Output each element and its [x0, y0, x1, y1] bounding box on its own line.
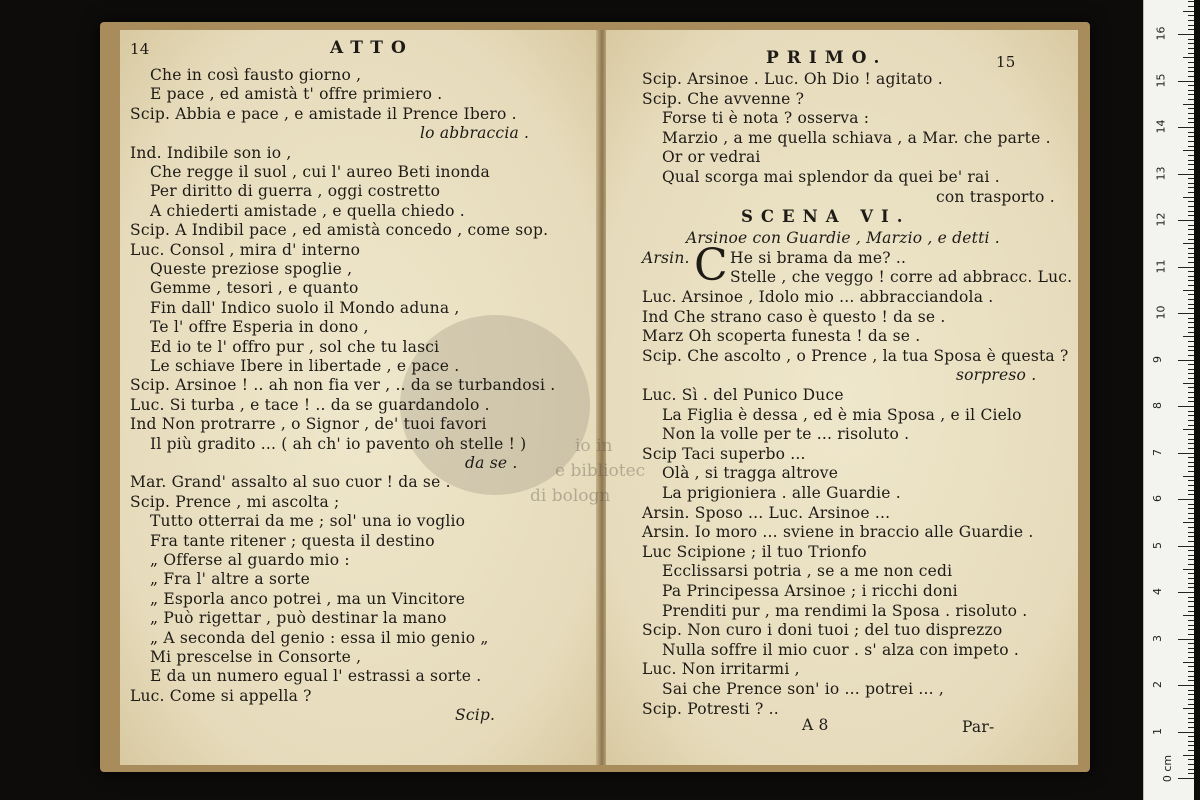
- ruler-tick: [1183, 150, 1194, 151]
- ruler-number: 1: [1151, 727, 1164, 735]
- page-number: 14: [130, 40, 150, 58]
- ruler-tick: [1188, 699, 1194, 700]
- ruler-tick: [1188, 62, 1194, 63]
- ruler-tick: [1188, 666, 1194, 667]
- text-line: Sai che Prence son' io ... potrei ... ,: [662, 680, 945, 698]
- ruler-tick: [1188, 132, 1194, 133]
- ruler-tick: [1188, 634, 1194, 635]
- ruler-tick: [1188, 578, 1194, 579]
- ruler-tick: [1183, 429, 1194, 430]
- text-line: Scip. A Indibil pace , ed amistà concedo , come sop.: [130, 221, 549, 240]
- ruler-tick: [1178, 639, 1194, 640]
- ruler-tick: [1188, 378, 1194, 379]
- ruler-tick: [1188, 160, 1194, 161]
- ruler-tick: [1188, 90, 1194, 91]
- ruler-tick: [1178, 127, 1194, 128]
- ruler-tick: [1188, 262, 1194, 263]
- ruler-tick: [1188, 122, 1194, 123]
- text-line: Ind. Indibile son io ,: [130, 143, 292, 162]
- ruler-tick: [1188, 76, 1194, 77]
- ruler-tick: [1188, 541, 1194, 542]
- ruler-tick: [1188, 439, 1194, 440]
- ruler-tick: [1188, 480, 1194, 481]
- ruler-tick: [1183, 243, 1194, 244]
- text-line: Non la volle per te ... risoluto .: [662, 425, 910, 444]
- ruler-tick: [1188, 225, 1194, 226]
- ruler-tick: [1188, 518, 1194, 519]
- ruler-tick: [1188, 276, 1194, 277]
- ruler-tick: [1188, 285, 1194, 286]
- page-number: 15: [996, 53, 1016, 71]
- text-line: A chiederti amistade , e quella chiedo .: [150, 201, 465, 220]
- ruler-tick: [1188, 601, 1194, 602]
- ruler-tick: [1188, 397, 1194, 398]
- text-line: He si brama da me? ..: [730, 249, 907, 267]
- ruler-tick: [1188, 25, 1194, 26]
- text-line: Marzio , a me quella schiava , a Mar. che parte .: [662, 128, 1051, 147]
- text-line: Or or vedrai: [662, 148, 761, 167]
- scene-cast: Arsinoe con Guardie , Marzio , e detti .: [686, 229, 1000, 247]
- ruler-tick: [1188, 192, 1194, 193]
- ruler-tick: [1188, 211, 1194, 212]
- ruler-tick: [1183, 476, 1194, 477]
- ruler-number: 3: [1151, 634, 1164, 642]
- ruler-tick: [1188, 462, 1194, 463]
- ruler-tick: [1188, 532, 1194, 533]
- ruler-tick: [1188, 155, 1194, 156]
- ruler-tick: [1188, 713, 1194, 714]
- ruler-tick: [1188, 420, 1194, 421]
- ruler-tick: [1188, 434, 1194, 435]
- text-line: Luc. Arsinoe , Idolo mio ... abbracciandola .: [642, 288, 994, 306]
- ruler-tick: [1188, 401, 1194, 402]
- text-line: La Figlia è dessa , ed è mia Sposa , e il Cielo: [662, 405, 1022, 424]
- ruler-tick: [1188, 118, 1194, 119]
- ruler-tick: [1188, 536, 1194, 537]
- ruler-tick: [1188, 466, 1194, 467]
- ruler-tick: [1188, 718, 1194, 719]
- ruler-tick: [1188, 457, 1194, 458]
- ruler-tick: [1188, 346, 1194, 347]
- ruler-tick: [1188, 141, 1194, 142]
- ruler-tick: [1188, 629, 1194, 630]
- ruler-tick: [1188, 146, 1194, 147]
- ruler-tick: [1188, 643, 1194, 644]
- ruler-tick: [1188, 43, 1194, 44]
- left-page: [120, 30, 599, 765]
- ruler-tick: [1183, 104, 1194, 105]
- text-line: Luc. Come si appella ?: [130, 686, 312, 705]
- ruler-tick: [1178, 360, 1194, 361]
- ruler-tick: [1178, 174, 1194, 175]
- ruler-number: 16: [1154, 26, 1168, 41]
- ruler-number: 12: [1154, 212, 1168, 227]
- ruler-tick: [1178, 267, 1194, 268]
- text-line: Scip. Prence , mi ascolta ;: [130, 492, 340, 511]
- ruler-tick: [1188, 680, 1194, 681]
- text-line: Pa Principessa Arsinoe ; i ricchi doni: [662, 582, 958, 600]
- ruler-tick: [1188, 369, 1194, 370]
- ruler-tick: [1188, 722, 1194, 723]
- text-line: „ Può rigettar , può destinar la mano: [150, 609, 447, 628]
- ruler-tick: [1183, 615, 1194, 616]
- scene-title: SCENA VI.: [741, 207, 911, 226]
- text-line: Luc. Sì . del Punico Duce: [642, 386, 844, 404]
- text-line: Queste preziose spoglie ,: [150, 260, 353, 278]
- ruler-tick: [1188, 490, 1194, 491]
- text-line: Ind Non protrarre , o Signor , de' tuoi favori: [130, 415, 487, 434]
- ruler-tick: [1188, 485, 1194, 486]
- ruler-tick: [1188, 350, 1194, 351]
- ruler-tick: [1188, 248, 1194, 249]
- ruler-tick: [1188, 690, 1194, 691]
- ruler-tick: [1188, 20, 1194, 21]
- ruler-tick: [1183, 57, 1194, 58]
- ruler-tick: [1183, 708, 1194, 709]
- ruler-tick: [1188, 15, 1194, 16]
- ruler-number: 9: [1151, 355, 1164, 363]
- ruler-number: 5: [1151, 541, 1164, 549]
- ruler-number: 4: [1151, 588, 1164, 595]
- ruler-number: 7: [1151, 448, 1164, 456]
- ruler-tick: [1188, 559, 1194, 560]
- ruler-tick: [1183, 11, 1194, 12]
- ruler-tick: [1188, 53, 1194, 54]
- ruler-tick: [1188, 108, 1194, 109]
- ruler-tick: [1188, 332, 1194, 333]
- ruler-tick: [1188, 164, 1194, 165]
- text-line: Arsin. Sposo ... Luc. Arsinoe ...: [642, 503, 891, 522]
- ruler-tick: [1188, 727, 1194, 728]
- ruler-tick: [1188, 411, 1194, 412]
- ruler-tick: [1188, 341, 1194, 342]
- text-line: Scip. Abbia e pace , e amistade il Prence Ibero .: [130, 104, 517, 123]
- text-line: Le schiave Ibere in libertade , e pace .: [150, 357, 460, 375]
- ruler-tick: [1188, 657, 1194, 658]
- text-line: Olà , si tragga altrove: [662, 464, 839, 483]
- ruler-tick: [1188, 1, 1194, 2]
- ruler-tick: [1188, 299, 1194, 300]
- ruler-tick: [1188, 215, 1194, 216]
- ruler-tick: [1188, 736, 1194, 737]
- ruler-tick: [1183, 755, 1194, 756]
- ruler-tick: [1178, 453, 1194, 454]
- ruler-tick: [1188, 327, 1194, 328]
- ruler-number: 15: [1154, 73, 1168, 87]
- ruler-tick: [1183, 197, 1194, 198]
- ruler-tick: [1188, 183, 1194, 184]
- scale-ruler: [1143, 0, 1194, 800]
- ruler-tick: [1188, 471, 1194, 472]
- ruler-tick: [1188, 234, 1194, 235]
- text-line: „ Fra l' altre a sorte: [150, 570, 311, 589]
- ruler-tick: [1188, 425, 1194, 426]
- text-line: Prenditi pur , ma rendimi la Sposa . risoluto .: [662, 601, 1028, 620]
- text-line: „ A seconda del genio : essa il mio genio „: [150, 628, 489, 647]
- text-line: Mar. Grand' assalto al suo cuor ! da se .: [130, 473, 451, 492]
- ruler-tick: [1188, 671, 1194, 672]
- text-line: Per diritto di guerra , oggi costretto: [150, 182, 441, 201]
- text-line: Arsin. Io moro ... sviene in braccio alle Guardie .: [642, 523, 1034, 542]
- text-line: E da un numero egual l' estrassi a sorte .: [150, 667, 482, 686]
- catchword: Par-: [962, 718, 995, 736]
- text-line: con trasporto .: [936, 187, 1055, 206]
- ruler-number: 10: [1154, 305, 1168, 320]
- ruler-tick: [1178, 732, 1194, 733]
- ruler-tick: [1188, 564, 1194, 565]
- ruler-tick: [1188, 694, 1194, 695]
- ruler-tick: [1188, 597, 1194, 598]
- text-line: Che in così fausto giorno ,: [150, 66, 362, 84]
- open-book: [100, 22, 1090, 772]
- ruler-tick: [1178, 220, 1194, 221]
- ruler-tick: [1188, 48, 1194, 49]
- text-line: sorpreso .: [956, 366, 1037, 385]
- ruler-tick: [1188, 606, 1194, 607]
- text-line: „ Offerse al guardo mio :: [150, 551, 350, 569]
- ruler-tick: [1183, 569, 1194, 570]
- ruler-tick: [1188, 364, 1194, 365]
- ruler-tick: [1188, 745, 1194, 746]
- ruler-tick: [1188, 113, 1194, 114]
- text-line: Gemme , tesori , e quanto: [150, 279, 359, 298]
- text-line: Scip. Arsinoe ! .. ah non fia ver , .. da se turbandosi .: [130, 376, 556, 395]
- ruler-tick: [1188, 648, 1194, 649]
- ruler-tick: [1188, 611, 1194, 612]
- ruler-tick: [1188, 555, 1194, 556]
- ruler-tick: [1188, 587, 1194, 588]
- ruler-tick: [1178, 313, 1194, 314]
- text-line: La prigioniera . alle Guardie .: [662, 484, 901, 502]
- ruler-tick: [1183, 662, 1194, 663]
- ruler-tick: [1188, 704, 1194, 705]
- ruler-unit: 0 cm: [1161, 754, 1175, 783]
- ruler-tick: [1178, 546, 1194, 547]
- text-line: Fra tante ritener ; questa il destino: [150, 531, 435, 550]
- ruler-tick: [1178, 778, 1194, 779]
- text-line: Luc. Non irritarmi ,: [642, 660, 800, 679]
- ruler-tick: [1178, 592, 1194, 593]
- ruler-tick: [1188, 229, 1194, 230]
- text-line: Scip. Non curo i doni tuoi ; del tuo disprezzo: [642, 621, 1003, 640]
- text-line: Il più gradito ... ( ah ch' io pavento oh stelle ! ): [150, 434, 527, 453]
- text-line: Scip. Che ascolto , o Prence , la tua Sposa è questa ?: [642, 346, 1069, 365]
- ruler-tick: [1188, 750, 1194, 751]
- ruler-tick: [1188, 415, 1194, 416]
- text-line: da se .: [465, 454, 518, 472]
- text-line: Scip. Che avvenne ?: [642, 89, 805, 108]
- ruler-tick: [1178, 81, 1194, 82]
- ruler-tick: [1183, 290, 1194, 291]
- ruler-tick: [1188, 178, 1194, 179]
- ruler-tick: [1188, 39, 1194, 40]
- text-line: Ed io te l' offro pur , sol che tu lasci: [150, 337, 440, 356]
- text-line: lo abbraccia .: [420, 124, 530, 143]
- ruler-tick: [1188, 318, 1194, 319]
- ruler-tick: [1188, 764, 1194, 765]
- text-line: E pace , ed amistà t' offre primiero .: [150, 85, 443, 104]
- text-line: Stelle , che veggo ! corre ad abbracc. Luc.: [730, 268, 1073, 286]
- speaker-label: Arsin.: [642, 249, 690, 267]
- ruler-tick: [1178, 685, 1194, 686]
- text-line: Marz Oh scoperta funesta ! da se .: [642, 327, 921, 346]
- ruler-tick: [1188, 85, 1194, 86]
- ruler-tick: [1188, 769, 1194, 770]
- ruler-tick: [1188, 494, 1194, 495]
- ruler-tick: [1188, 504, 1194, 505]
- ruler-tick: [1188, 6, 1194, 7]
- text-line: Nulla soffre il mio cuor . s' alza con impeto .: [662, 640, 1019, 659]
- ruler-number: 2: [1151, 681, 1164, 688]
- ruler-tick: [1188, 513, 1194, 514]
- ruler-tick: [1188, 759, 1194, 760]
- page-header: ATTO: [330, 38, 414, 58]
- dropcap-letter: C: [694, 240, 728, 291]
- ruler-tick: [1188, 773, 1194, 774]
- ruler-tick: [1188, 448, 1194, 449]
- ruler-tick: [1188, 136, 1194, 137]
- right-page: [606, 30, 1078, 765]
- ruler-tick: [1178, 406, 1194, 407]
- ruler-tick: [1188, 271, 1194, 272]
- ruler-tick: [1188, 741, 1194, 742]
- ruler-tick: [1178, 34, 1194, 35]
- text-line: Luc. Consol , mira d' interno: [130, 240, 361, 259]
- ruler-number: 13: [1154, 166, 1168, 180]
- ruler-tick: [1188, 257, 1194, 258]
- signature-mark: A 8: [802, 716, 829, 734]
- text-line: Luc. Si turba , e tace ! .. da se guardandolo .: [130, 395, 490, 414]
- text-line: Tutto otterrai da me ; sol' una io voglio: [150, 512, 466, 531]
- ruler-tick: [1188, 387, 1194, 388]
- ruler-tick: [1188, 71, 1194, 72]
- ruler-tick: [1188, 304, 1194, 305]
- ruler-tick: [1188, 355, 1194, 356]
- ruler-number: 8: [1151, 402, 1164, 409]
- ruler-tick: [1188, 373, 1194, 374]
- text-line: Luc Scipione ; il tuo Trionfo: [642, 542, 867, 561]
- text-line: Scip. Arsinoe . Luc. Oh Dio ! agitato .: [642, 70, 943, 88]
- ruler-tick: [1188, 253, 1194, 254]
- ruler-tick: [1178, 499, 1194, 500]
- ruler-tick: [1183, 383, 1194, 384]
- ruler-tick: [1188, 625, 1194, 626]
- ruler-tick: [1183, 336, 1194, 337]
- ruler-tick: [1188, 308, 1194, 309]
- ruler-number: 6: [1151, 495, 1164, 502]
- ruler-tick: [1188, 573, 1194, 574]
- ruler-tick: [1188, 294, 1194, 295]
- ruler-tick: [1188, 527, 1194, 528]
- ruler-tick: [1183, 522, 1194, 523]
- text-line: Scip.: [455, 706, 496, 725]
- ruler-number: 14: [1154, 119, 1168, 134]
- ruler-tick: [1188, 67, 1194, 68]
- ruler-tick: [1188, 620, 1194, 621]
- ruler-number: 11: [1154, 259, 1168, 273]
- ruler-tick: [1188, 550, 1194, 551]
- text-line: „ Esporla anco potrei , ma un Vincitore: [150, 589, 466, 608]
- ruler-tick: [1188, 443, 1194, 444]
- page-header: PRIMO.: [766, 48, 888, 68]
- text-line: Che regge il suol , cui l' aureo Beti inonda: [150, 163, 490, 181]
- ruler-tick: [1188, 508, 1194, 509]
- text-line: Qual scorga mai splendor da quei be' rai .: [662, 168, 1000, 186]
- ruler-tick: [1188, 583, 1194, 584]
- ruler-tick: [1188, 99, 1194, 100]
- ruler-tick: [1188, 187, 1194, 188]
- ruler-tick: [1188, 239, 1194, 240]
- ruler-tick: [1188, 94, 1194, 95]
- text-line: Fin dall' Indico suolo il Mondo aduna ,: [150, 298, 460, 317]
- ruler-tick: [1188, 206, 1194, 207]
- ruler-tick: [1188, 652, 1194, 653]
- text-line: Ecclissarsi potria , se a me non cedi: [662, 562, 953, 581]
- ruler-tick: [1188, 392, 1194, 393]
- text-line: Scip Taci superbo ...: [642, 444, 806, 463]
- text-line: Te l' offre Esperia in dono ,: [150, 318, 369, 337]
- ruler-tick: [1188, 169, 1194, 170]
- text-line: Forse ti è nota ? osserva :: [662, 109, 870, 128]
- ruler-tick: [1188, 29, 1194, 30]
- ruler-tick: [1188, 676, 1194, 677]
- ruler-tick: [1188, 322, 1194, 323]
- text-line: Scip. Potresti ? ..: [642, 699, 779, 718]
- text-line: Mi prescelse in Consorte ,: [150, 648, 362, 666]
- ruler-tick: [1188, 201, 1194, 202]
- ruler-tick: [1188, 280, 1194, 281]
- text-line: Ind Che strano caso è questo ! da se .: [642, 307, 946, 326]
